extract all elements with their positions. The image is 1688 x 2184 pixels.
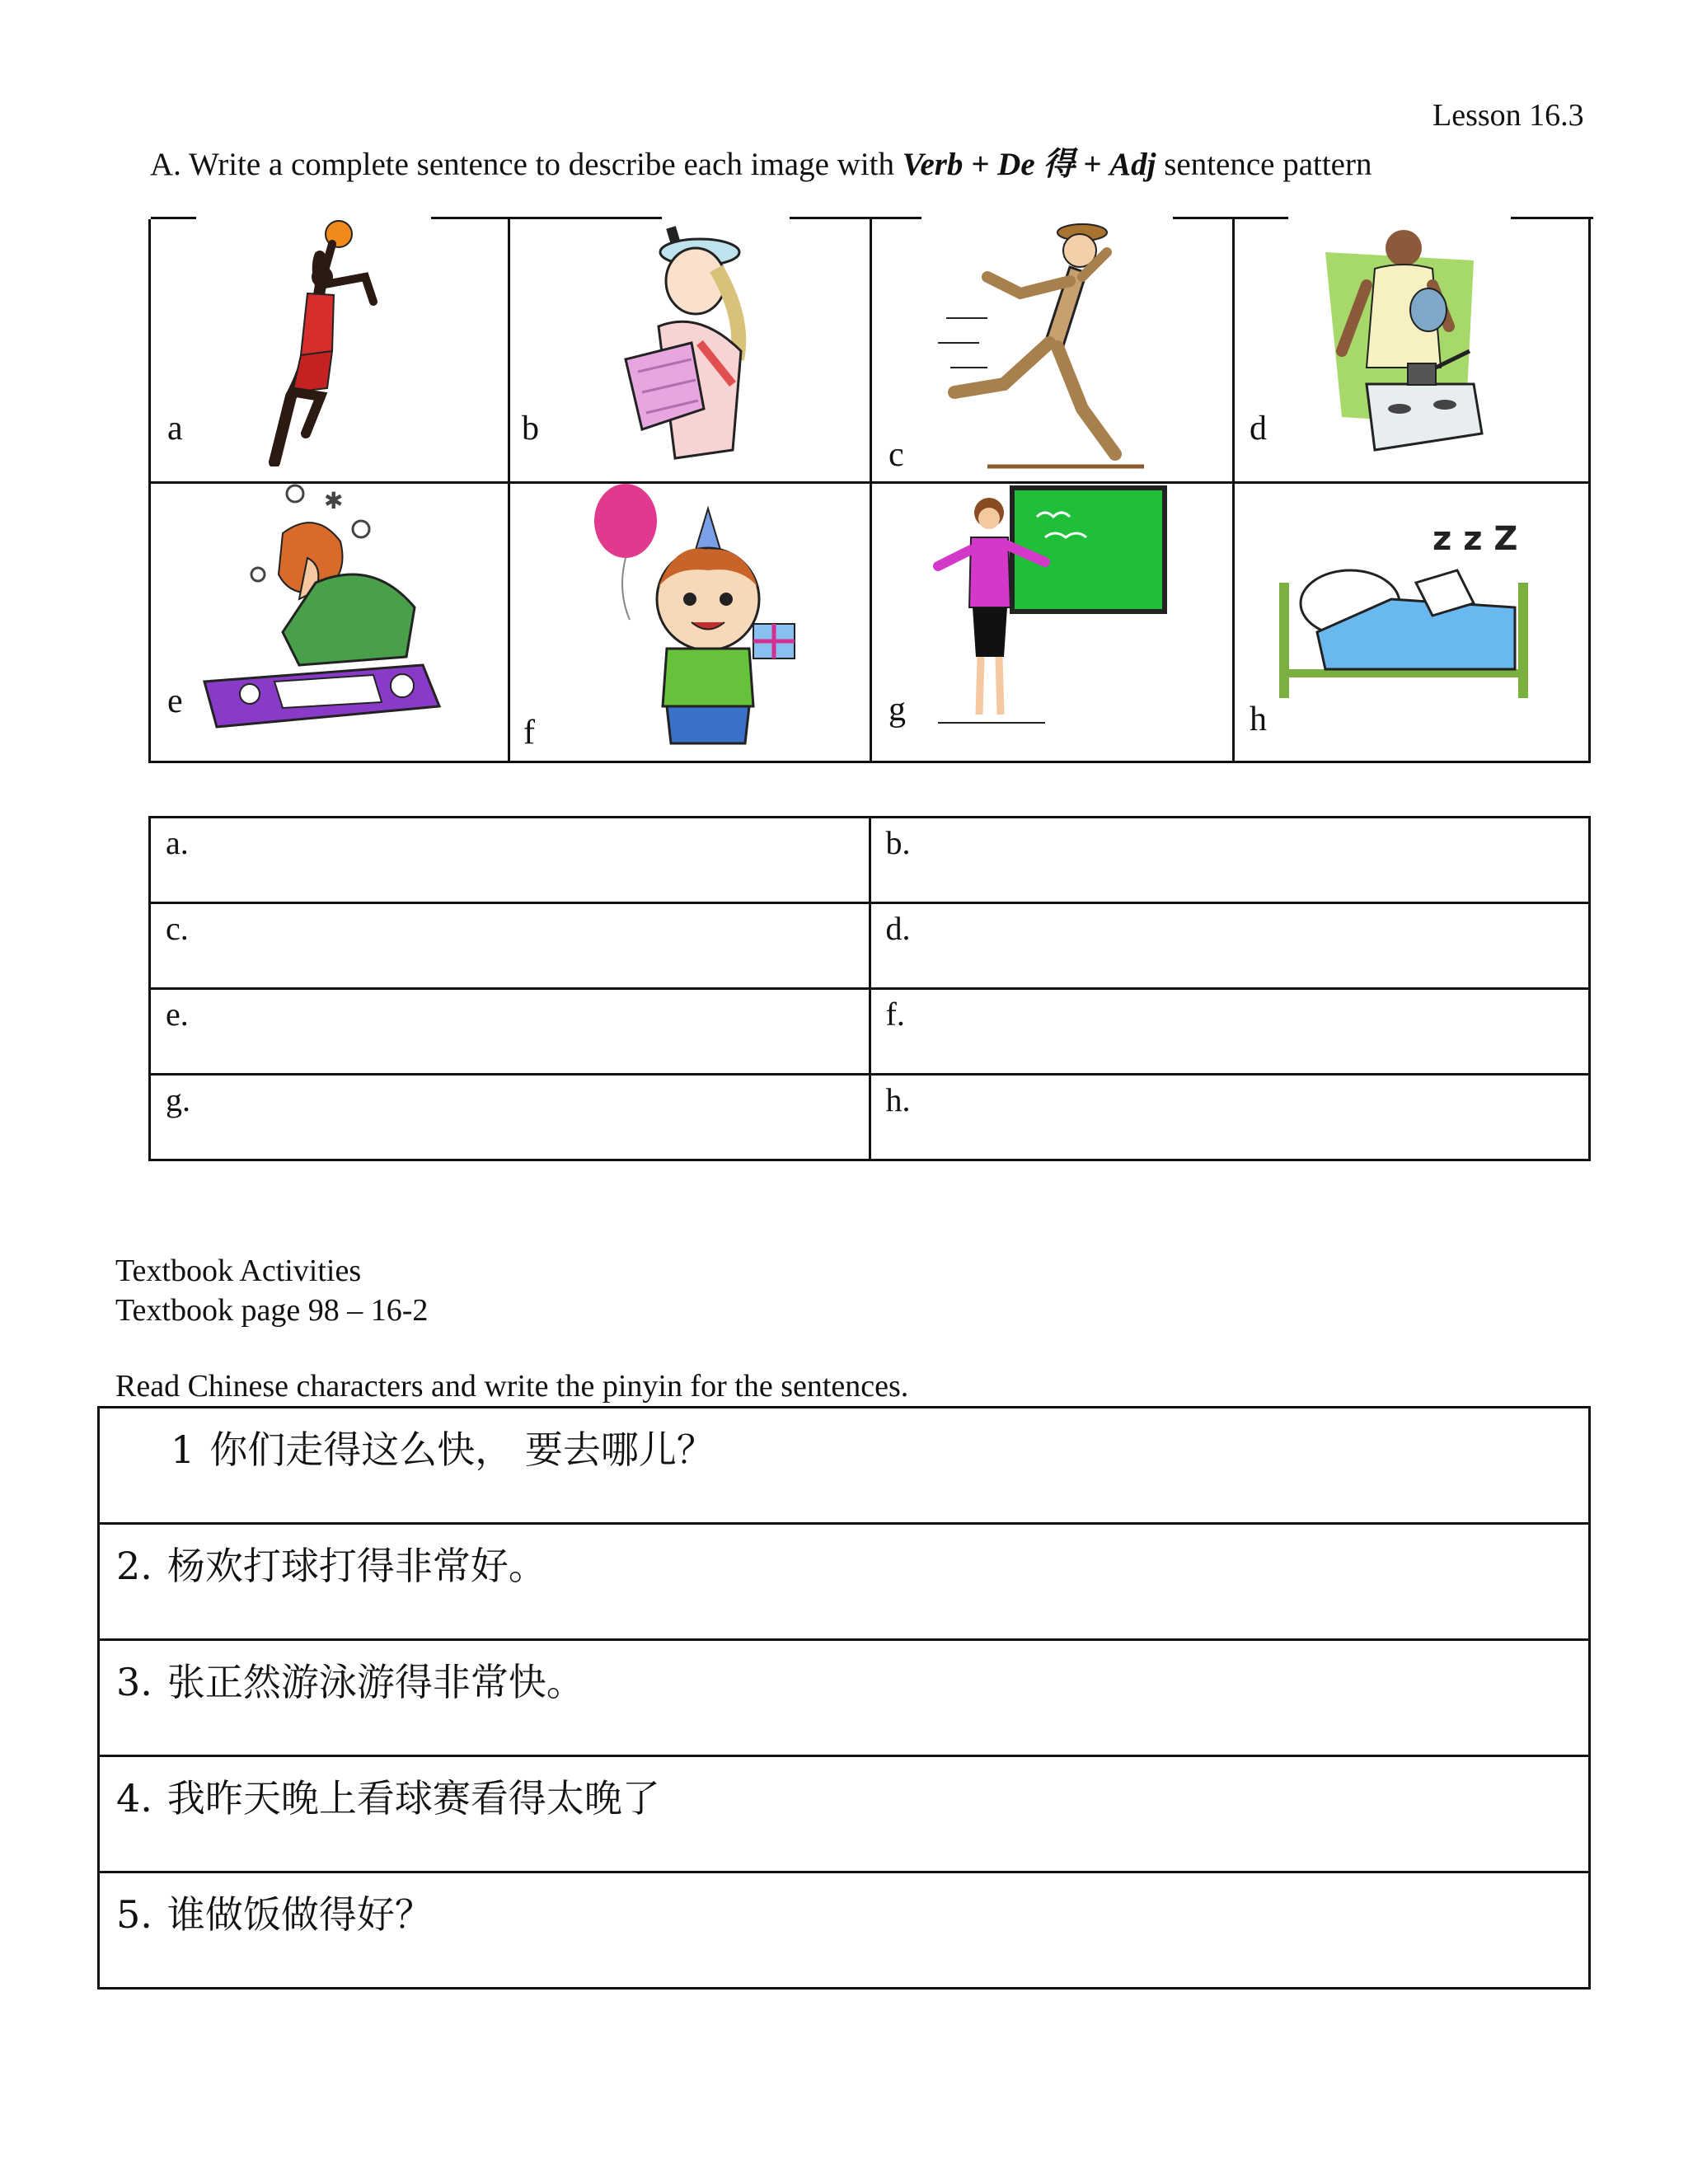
answer-cell-c[interactable] bbox=[150, 903, 870, 989]
sentence-pattern: Verb + De 得 + Adj bbox=[902, 147, 1156, 182]
image-cell-h bbox=[1235, 484, 1593, 761]
answer-cell-e[interactable] bbox=[150, 989, 870, 1075]
answer-cell-d[interactable] bbox=[870, 903, 1590, 989]
sentence-text: 张正然游泳游得非常快。 bbox=[166, 1660, 584, 1704]
running-man-icon bbox=[938, 219, 1152, 475]
sentence-number: 2. bbox=[116, 1544, 152, 1588]
sentence-text: 谁做饭做得好？ bbox=[166, 1892, 433, 1937]
image-cell-c bbox=[872, 219, 1232, 481]
answer-label: f. bbox=[885, 996, 905, 1033]
image-letter: f bbox=[523, 714, 535, 752]
frustrated-student-icon bbox=[200, 484, 448, 731]
activities-title: Textbook Activities bbox=[115, 1254, 362, 1288]
sentence-text: 我昨天晚上看球赛看得太晚了 bbox=[166, 1776, 660, 1821]
answer-label: g. bbox=[166, 1081, 190, 1118]
sentence-row[interactable] bbox=[99, 1872, 1590, 1989]
svg-text:z z Z: z z Z bbox=[1432, 520, 1518, 558]
sentence-table bbox=[97, 1406, 1591, 1990]
sleeping-person-icon bbox=[1276, 492, 1548, 723]
swimmer-reading-icon bbox=[593, 219, 782, 466]
basketball-player-icon bbox=[241, 219, 406, 466]
image-letter: g bbox=[889, 691, 906, 729]
answer-label: b. bbox=[885, 824, 911, 861]
lesson-label: Lesson 16.3 bbox=[1432, 98, 1584, 133]
sentence-number: 5. bbox=[116, 1892, 152, 1937]
svg-text:✱: ✱ bbox=[324, 489, 344, 514]
man-cooking-icon bbox=[1309, 219, 1498, 466]
sentence-row[interactable] bbox=[99, 1756, 1590, 1872]
birthday-boy-icon bbox=[576, 484, 815, 756]
answer-label: a. bbox=[166, 824, 189, 861]
answer-cell-f[interactable] bbox=[870, 989, 1590, 1075]
answer-cell-a[interactable] bbox=[150, 818, 870, 903]
image-letter: a bbox=[167, 410, 183, 448]
sentence-text: 你们走得这么快， 要去哪儿？ bbox=[209, 1427, 715, 1472]
image-letter: h bbox=[1250, 701, 1267, 738]
sentence-row[interactable] bbox=[99, 1640, 1590, 1756]
image-letter: c bbox=[889, 436, 904, 474]
sentence-number: 4. bbox=[116, 1776, 152, 1821]
answer-label: e. bbox=[166, 996, 189, 1033]
image-grid bbox=[148, 219, 1591, 763]
image-letter: b bbox=[522, 410, 539, 448]
answer-cell-h[interactable] bbox=[870, 1075, 1590, 1160]
answer-table bbox=[148, 816, 1591, 1161]
sentence-number: 3. bbox=[116, 1660, 152, 1704]
image-cell-b bbox=[510, 219, 870, 481]
sentence-row[interactable] bbox=[99, 1408, 1590, 1524]
answer-cell-b[interactable] bbox=[870, 818, 1590, 903]
answer-cell-g[interactable] bbox=[150, 1075, 870, 1160]
activities-page: Textbook page 98 – 16-2 bbox=[115, 1293, 429, 1328]
pinyin-instruction: Read Chinese characters and write the pinyin for the sentences. bbox=[115, 1369, 909, 1404]
sentence-row[interactable] bbox=[99, 1524, 1590, 1640]
answer-label: d. bbox=[885, 910, 911, 947]
image-cell-e bbox=[151, 484, 508, 761]
image-cell-f bbox=[510, 484, 870, 761]
image-cell-d bbox=[1235, 219, 1593, 481]
answer-label: c. bbox=[166, 910, 189, 947]
answer-label: h. bbox=[885, 1081, 911, 1118]
image-cell-a bbox=[151, 219, 508, 481]
sentence-text: 杨欢打球打得非常好。 bbox=[166, 1544, 546, 1588]
image-letter: d bbox=[1250, 410, 1267, 448]
sentence-number: 1 bbox=[171, 1427, 195, 1472]
instruction-text: A. Write a complete sentence to describe each image with Verb + De 得 + Adj sentence pattern bbox=[150, 147, 1372, 182]
image-letter: e bbox=[167, 682, 183, 720]
image-cell-g bbox=[872, 484, 1232, 761]
teacher-blackboard-icon bbox=[921, 484, 1169, 739]
